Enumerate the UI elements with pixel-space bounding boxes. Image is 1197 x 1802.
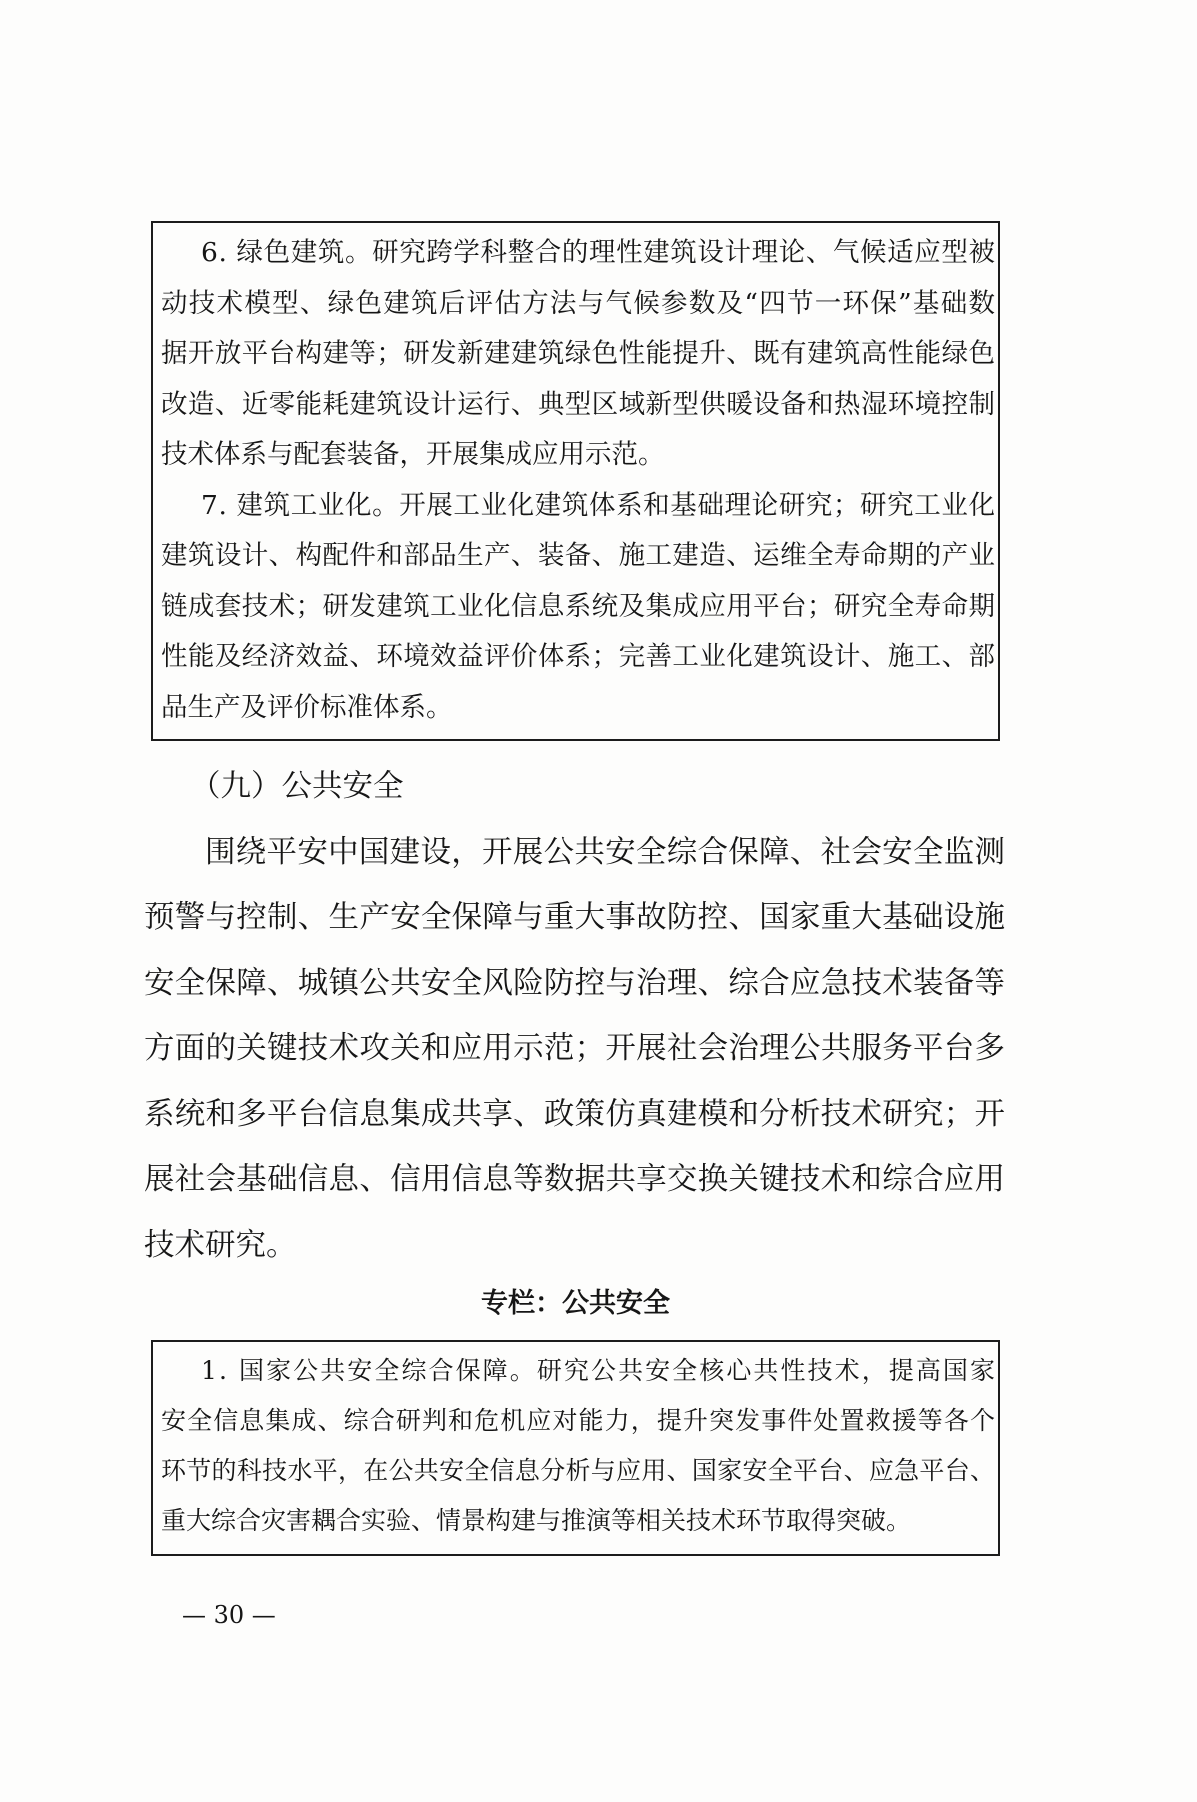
column-box-construction bbox=[151, 221, 1000, 741]
column-item-line: 1. 国家公共安全综合保障。研究公共安全核心共性技术，提高国家 bbox=[201, 1356, 998, 1385]
paragraph-line: 预警与控制、生产安全保障与重大事故防控、国家重大基础设施 bbox=[144, 900, 1006, 935]
column-item-line: 环节的科技水平，在公共安全信息分析与应用、国家安全平台、应急平台、 bbox=[161, 1456, 996, 1485]
column-item-line: 安全信息集成、综合研判和危机应对能力，提升突发事件处置救援等各个 bbox=[161, 1406, 997, 1435]
column-item-line: 据开放平台构建等；研发新建建筑绿色性能提升、既有建筑高性能绿色 bbox=[161, 338, 996, 369]
paragraph-line: 方面的关键技术攻关和应用示范；开展社会治理公共服务平台多 bbox=[144, 1031, 1006, 1066]
section-public-safety bbox=[144, 754, 1005, 1278]
column-item-line: 改造、近零能耗建筑设计运行、典型区域新型供暖设备和热湿环境控制 bbox=[161, 388, 996, 420]
column-item-line: 建筑设计、构配件和部品生产、装备、施工建造、运维全寿命期的产业 bbox=[161, 540, 996, 571]
section-heading: （九）公共安全 bbox=[190, 769, 404, 804]
column-item-line: 性能及经济效益、环境效益评价体系；完善工业化建筑设计、施工、部 bbox=[161, 641, 996, 672]
page-number: — 30 — bbox=[182, 1601, 276, 1629]
column-item-green-building bbox=[161, 228, 995, 481]
column-box-public-safety bbox=[151, 1340, 1000, 1556]
column-item-line: 6. 绿色建筑。研究跨学科整合的理性建筑设计理论、气候适应型被 bbox=[201, 237, 996, 268]
column-item-line: 7. 建筑工业化。开展工业化建筑体系和基础理论研究；研究工业化 bbox=[201, 489, 996, 521]
column-item-line: 重大综合灾害耦合实验、情景构建与推演等相关技术环节取得突破。 bbox=[161, 1506, 912, 1535]
column-item-line: 动技术模型、绿色建筑后评估方法与气候参数及“四节一环保”基础数 bbox=[161, 287, 997, 319]
paragraph-line: 系统和多平台信息集成共享、政策仿真建模和分析技术研究；开 bbox=[144, 1096, 1006, 1132]
column-item-line: 技术体系与配套装备，开展集成应用示范。 bbox=[161, 439, 665, 470]
paragraph-line: 技术研究。 bbox=[144, 1227, 297, 1263]
section-paragraph bbox=[144, 820, 1005, 1279]
column-title: 专栏：公共安全 bbox=[481, 1288, 670, 1319]
column-item-line: 品生产及评价标准体系。 bbox=[161, 691, 453, 723]
paragraph-line: 围绕平安中国建设，开展公共安全综合保障、社会安全监测 bbox=[205, 834, 1006, 870]
column-item-building-industrialization bbox=[161, 481, 995, 734]
paragraph-line: 安全保障、城镇公共安全风险防控与治理、综合应急技术装备等 bbox=[144, 965, 1006, 1001]
paragraph-line: 展社会基础信息、信用信息等数据共享交换关键技术和综合应用 bbox=[144, 1162, 1006, 1197]
column-item-line: 链成套技术；研发建筑工业化信息系统及集成应用平台；研究全寿命期 bbox=[161, 590, 996, 622]
